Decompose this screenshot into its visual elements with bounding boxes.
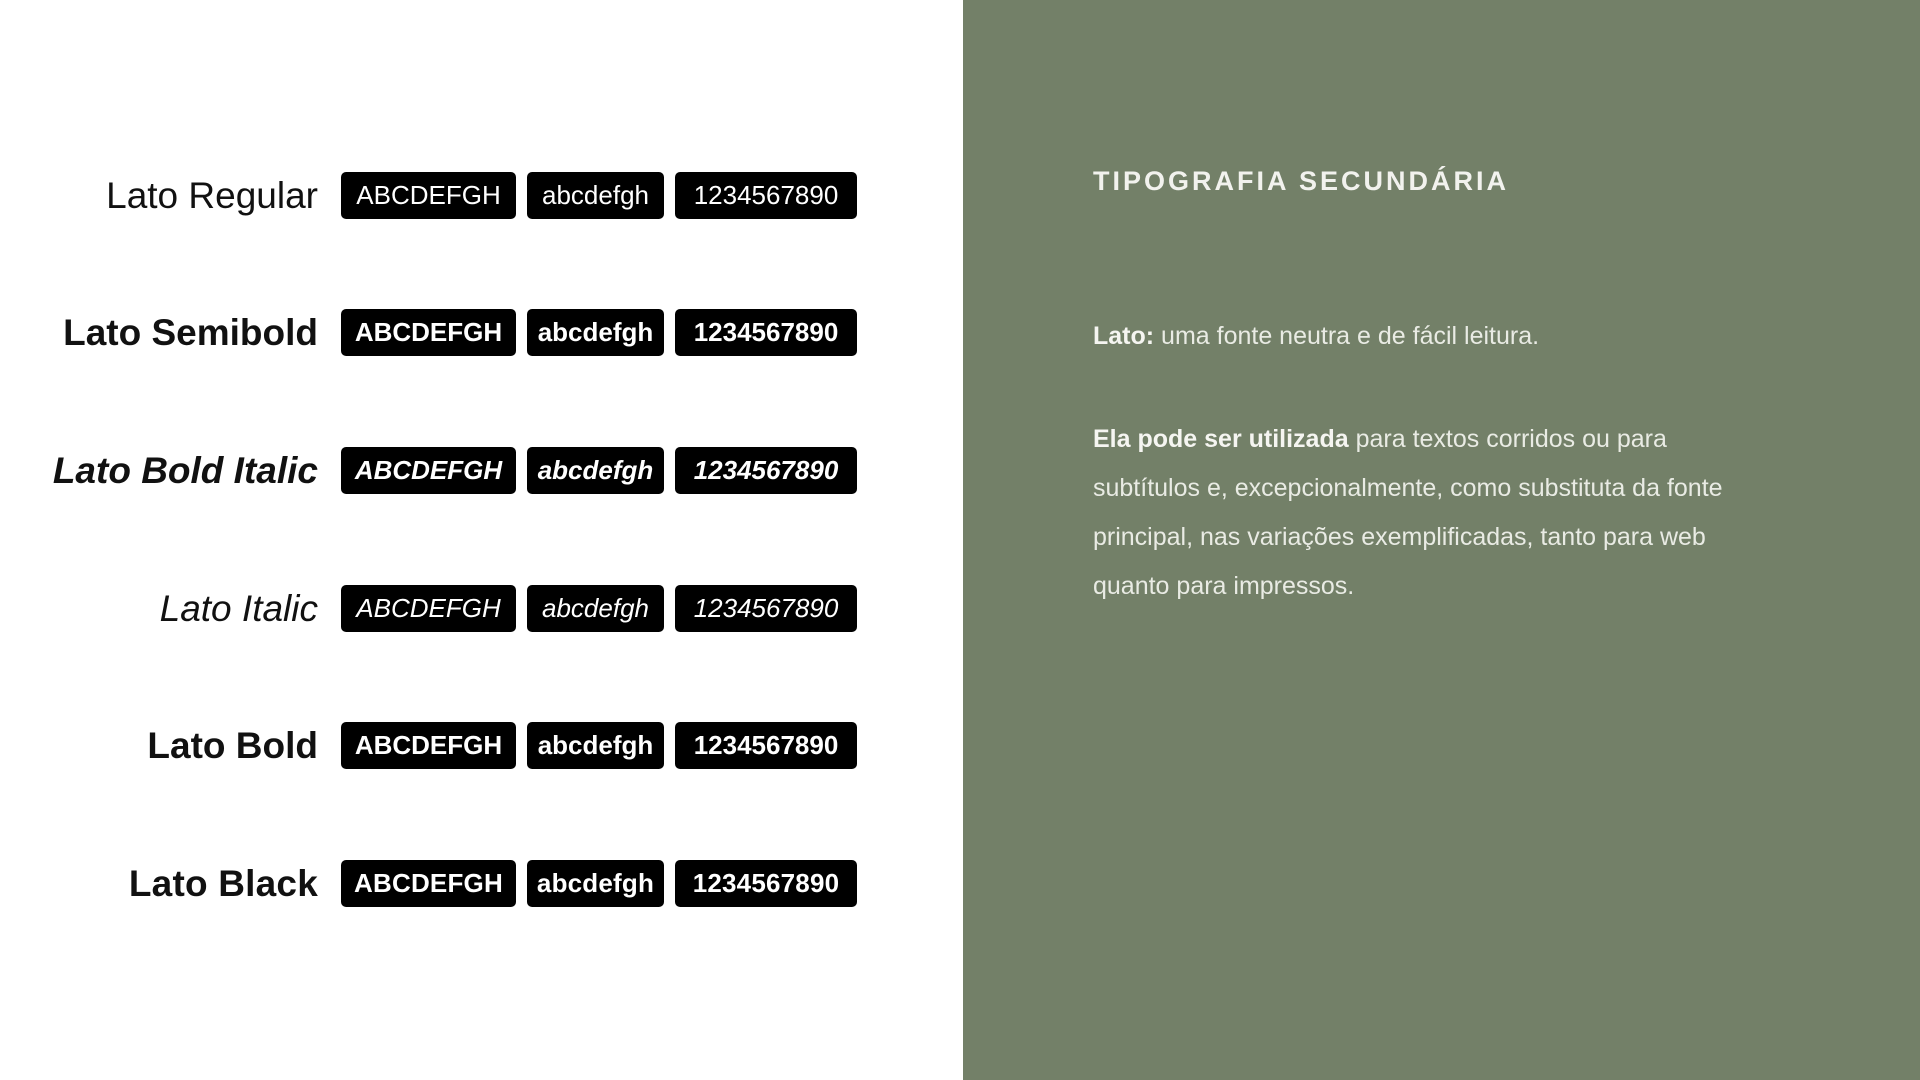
intro-paragraph: [1093, 320, 1773, 352]
font-name-label: Lato Semibold: [63, 312, 318, 353]
digits-sample: 1234567890: [675, 860, 857, 907]
specimen-row-bold: [0, 722, 963, 770]
lowercase-sample: abcdefgh: [527, 585, 664, 632]
font-name-label: Lato Italic: [159, 588, 318, 629]
digits-sample: 1234567890: [675, 722, 857, 769]
specimen-row-black: [0, 860, 963, 908]
digits-sample: 1234567890: [675, 172, 857, 219]
body-text: para textos corridos ou para subtítulos e, excepcionalmente, como substituta da fonte principal, nas variações exemplificadas, tanto para web quanto para impressos.: [1093, 425, 1723, 600]
lowercase-sample: abcdefgh: [527, 860, 664, 907]
font-name-label: Lato Black: [128, 863, 318, 904]
font-name-label: Lato Bold: [147, 725, 318, 766]
uppercase-sample: ABCDEFGH: [341, 309, 516, 356]
section-title: TIPOGRAFIA SECUNDÁRIA: [1093, 166, 1510, 196]
body-paragraph: [1093, 415, 1773, 611]
description-panel: [963, 0, 1920, 1080]
uppercase-sample: ABCDEFGH: [341, 722, 516, 769]
specimen-row-semibold: [0, 309, 963, 357]
lowercase-sample: abcdefgh: [527, 722, 664, 769]
intro-bold-text: Lato:: [1093, 322, 1155, 350]
font-name-label: Lato Bold Italic: [52, 450, 318, 491]
lowercase-sample: abcdefgh: [527, 172, 664, 219]
body-bold-text: Ela pode ser utilizada: [1093, 425, 1349, 453]
uppercase-sample: ABCDEFGH: [341, 860, 516, 907]
intro-text: uma fonte neutra e de fácil leitura.: [1154, 322, 1540, 350]
specimen-row-regular: [0, 172, 963, 220]
digits-sample: 1234567890: [675, 309, 857, 356]
specimen-row-bold-italic: [0, 447, 963, 495]
digits-sample: 1234567890: [675, 447, 857, 494]
font-name-label: Lato Regular: [106, 175, 318, 216]
uppercase-sample: ABCDEFGH: [341, 172, 516, 219]
uppercase-sample: ABCDEFGH: [341, 447, 516, 494]
specimen-row-italic: [0, 585, 963, 633]
digits-sample: 1234567890: [675, 585, 857, 632]
uppercase-sample: ABCDEFGH: [341, 585, 516, 632]
lowercase-sample: abcdefgh: [527, 309, 664, 356]
lowercase-sample: abcdefgh: [527, 447, 664, 494]
